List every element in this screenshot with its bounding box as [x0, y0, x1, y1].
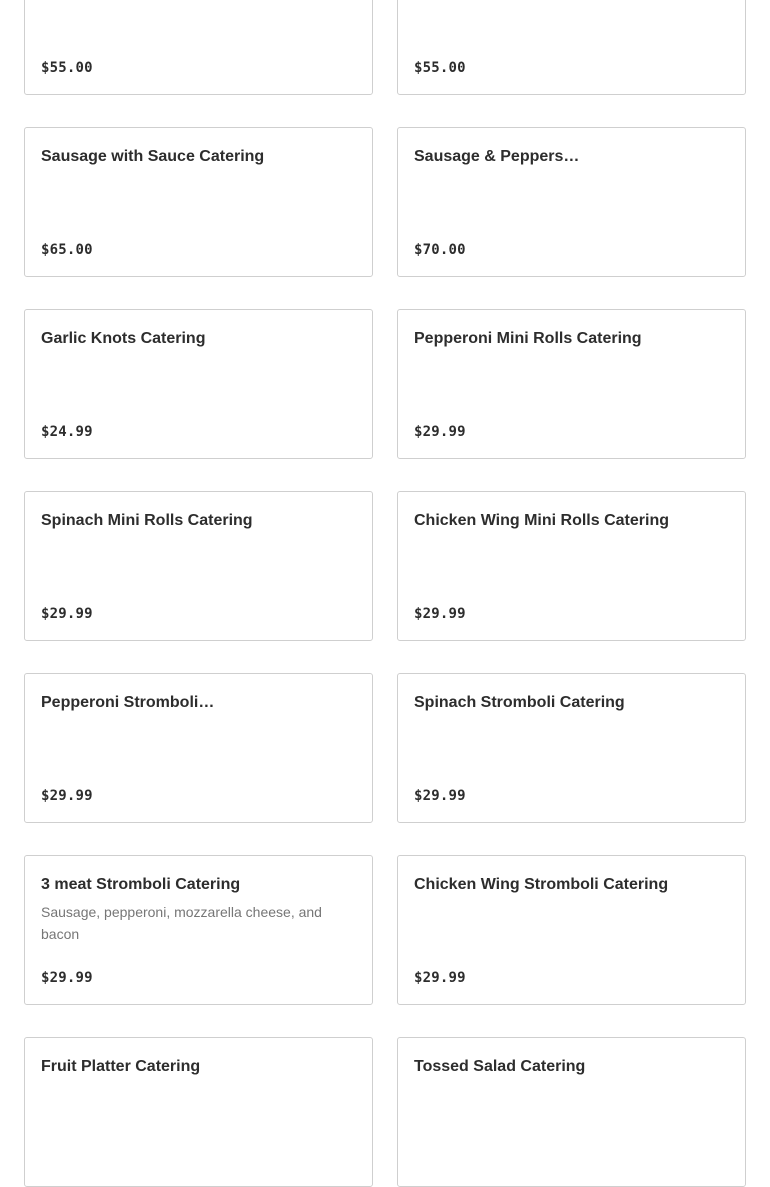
menu-item-card[interactable]	[397, 0, 746, 95]
menu-item-name: Spinach Mini Rolls Catering	[41, 512, 253, 529]
menu-item-card[interactable]	[24, 0, 373, 95]
menu-item-name: Tossed Salad Catering	[414, 1058, 586, 1075]
menu-item-price: $29.99	[41, 606, 93, 622]
menu-item-name: Pepperoni Stromboli…	[41, 694, 215, 711]
menu-item-card[interactable]	[397, 491, 746, 641]
menu-item-price: $65.00	[41, 242, 93, 258]
menu-item-card[interactable]	[397, 309, 746, 459]
menu-item-name: Fruit Platter Catering	[41, 1058, 201, 1075]
menu-item-price: $29.99	[414, 606, 466, 622]
menu-item-price: $29.99	[414, 970, 466, 986]
menu-item-card[interactable]	[397, 1037, 746, 1187]
menu-item-name: Chicken Wing Stromboli Catering	[414, 876, 669, 893]
menu-item-card[interactable]	[24, 855, 373, 1005]
menu-item-card[interactable]	[24, 309, 373, 459]
menu-item-card[interactable]	[397, 673, 746, 823]
menu-item-price: $55.00	[41, 60, 93, 76]
menu-item-price: $70.00	[414, 242, 466, 258]
menu-item-price: $55.00	[414, 60, 466, 76]
menu-item-name: Sausage with Sauce Catering	[41, 148, 265, 165]
menu-item-price: $29.99	[414, 788, 466, 804]
menu-item-price: $24.99	[41, 424, 93, 440]
menu-item-grid	[24, 0, 746, 1187]
menu-item-name: Garlic Knots Catering	[41, 330, 206, 347]
menu-item-card[interactable]	[24, 1037, 373, 1187]
menu-item-price: $29.99	[41, 788, 93, 804]
menu-item-card[interactable]	[24, 491, 373, 641]
menu-item-name: Chicken Wing Mini Rolls Catering	[414, 512, 669, 529]
menu-item-name: Pepperoni Mini Rolls Catering	[414, 330, 642, 347]
menu-item-card[interactable]	[397, 855, 746, 1005]
menu-item-description: Sausage, pepperoni, mozzarella cheese, and bacon	[41, 904, 322, 942]
menu-item-name: 3 meat Stromboli Catering	[41, 876, 241, 893]
menu-item-price: $29.99	[41, 970, 93, 986]
menu-item-price: $29.99	[414, 424, 466, 440]
menu-item-card[interactable]	[24, 673, 373, 823]
menu-item-card[interactable]	[24, 127, 373, 277]
menu-item-name: Sausage & Peppers…	[414, 148, 580, 165]
menu-item-card[interactable]	[397, 127, 746, 277]
menu-item-name: Spinach Stromboli Catering	[414, 694, 625, 711]
